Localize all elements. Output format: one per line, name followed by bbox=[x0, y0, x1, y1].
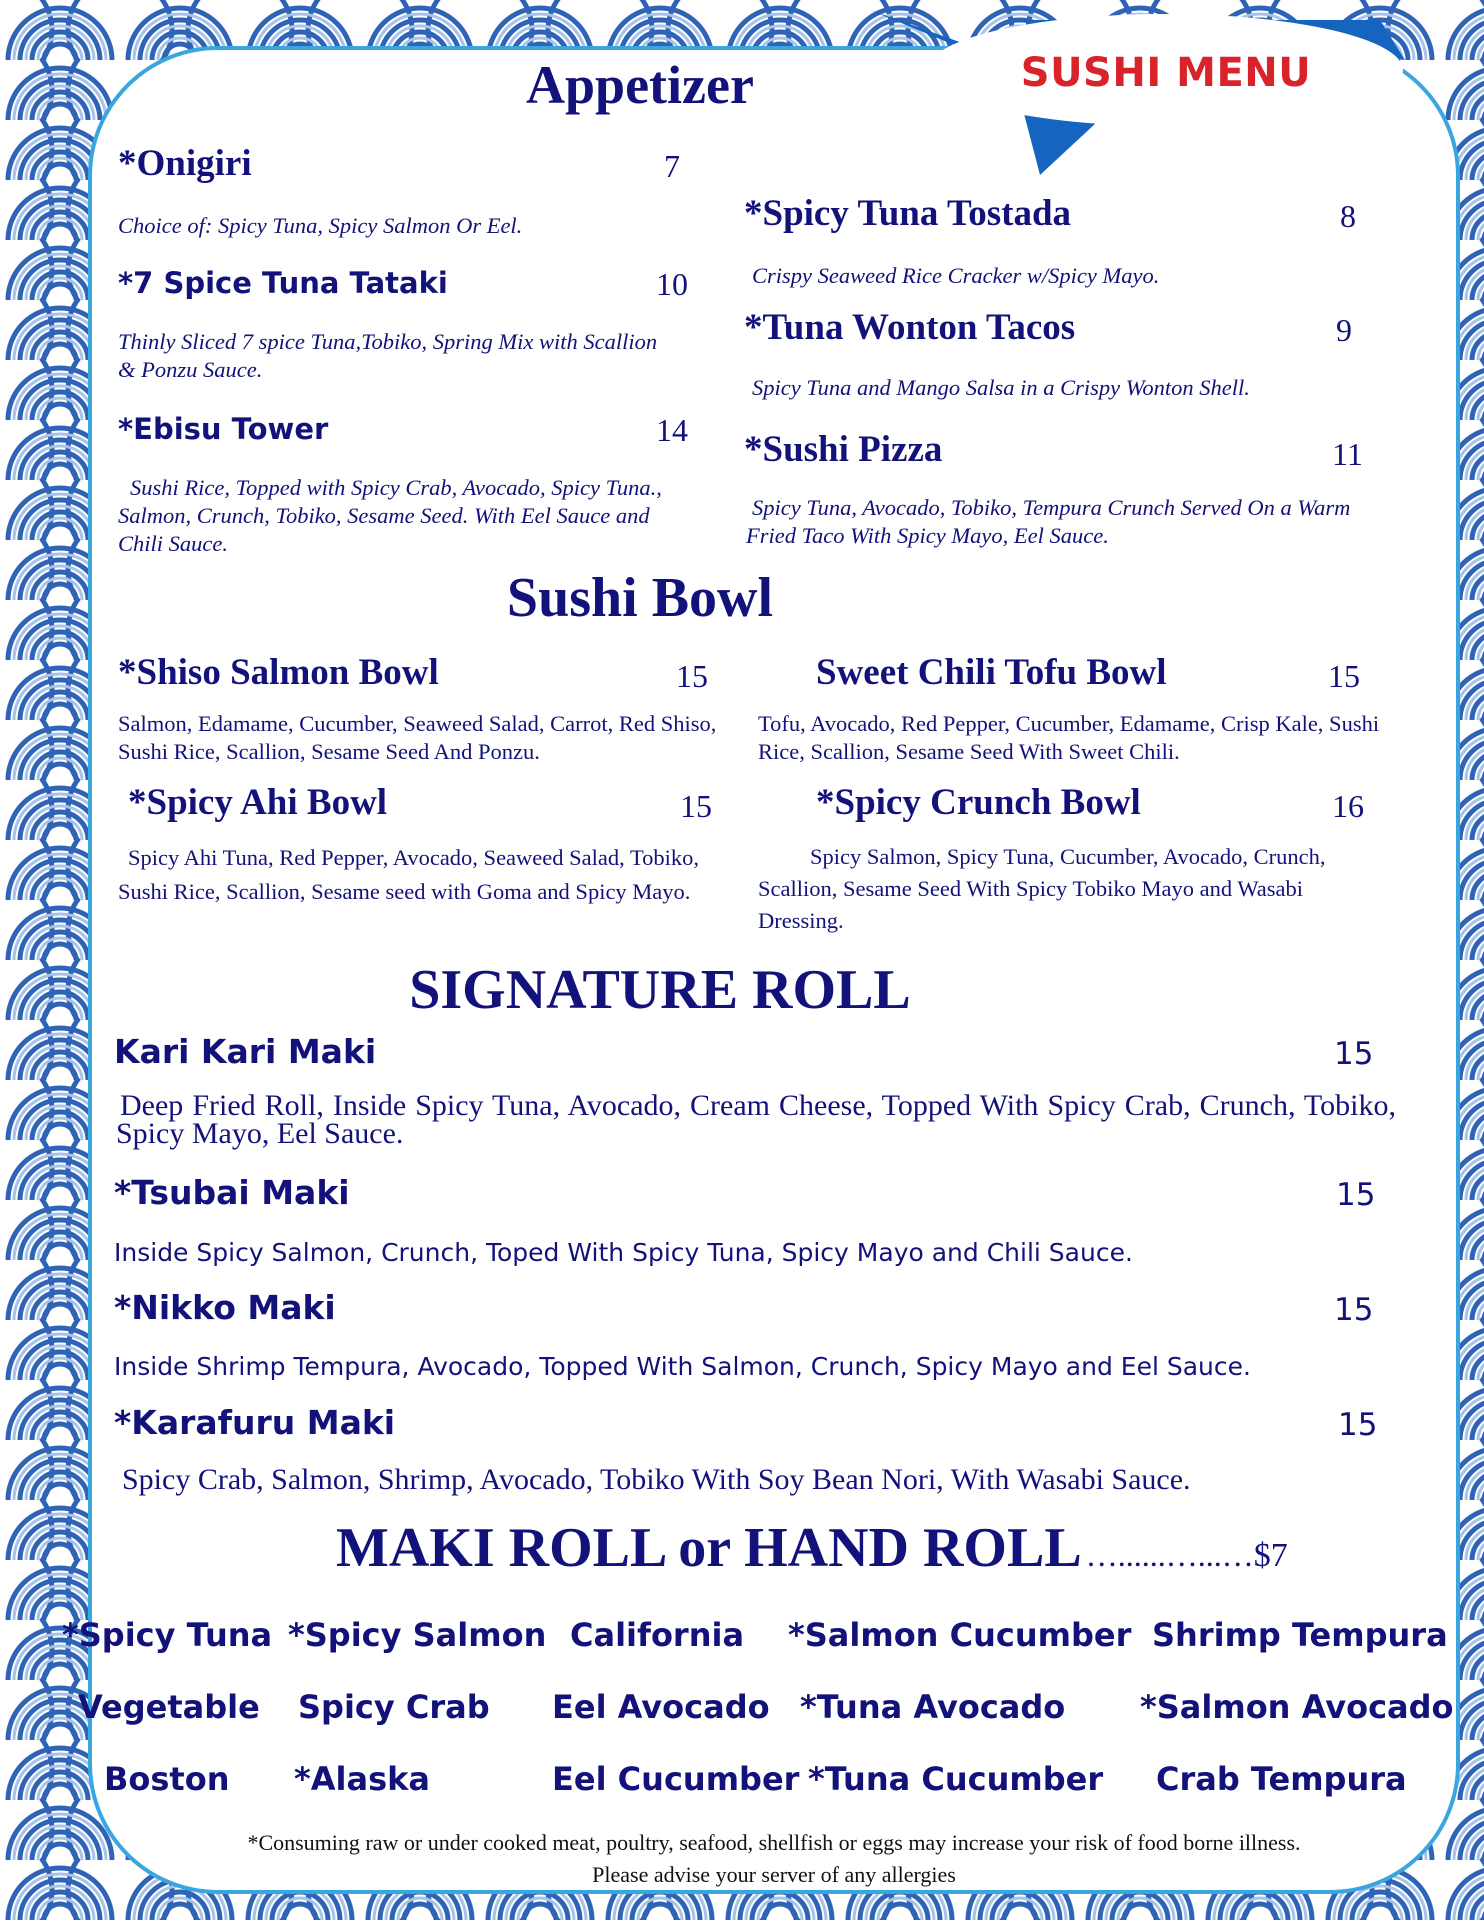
maki-header bbox=[336, 1516, 1288, 1580]
maki-item: Crab Tempura bbox=[1156, 1760, 1407, 1798]
item-price: 9 bbox=[1336, 312, 1352, 348]
item-name: Sweet Chili Tofu Bowl bbox=[816, 652, 1167, 693]
maki-item: *Alaska bbox=[294, 1760, 430, 1798]
maki-item: Shrimp Tempura bbox=[1152, 1616, 1448, 1654]
signature-title: SIGNATURE ROLL bbox=[409, 959, 911, 1021]
item-desc: Crispy Seaweed Rice Cracker w/Spicy Mayo. bbox=[752, 263, 1160, 288]
item-price: 11 bbox=[1332, 436, 1363, 472]
item-desc: Spicy Tuna, Avocado, Tobiko, Tempura Crunch Served On a Warm Fried Taco With Spicy Mayo, Eel Sauce. bbox=[746, 495, 1351, 548]
item-price: 15 bbox=[676, 658, 708, 694]
item-price: 15 bbox=[1334, 1292, 1374, 1328]
item-desc: Sushi Rice, Topped with Spicy Crab, Avocado, Spicy Tuna., Salmon, Crunch, Tobiko, Sesame Seed. With Eel Sauce and Chili Sauce. bbox=[118, 475, 662, 556]
item-desc: Spicy Crab, Salmon, Shrimp, Avocado, Tobiko With Soy Bean Nori, With Wasabi Sauce. bbox=[122, 1463, 1191, 1496]
allergy-disclaimer: *Consuming raw or under cooked meat, poultry, seafood, shellfish or eggs may increase your risk of food borne illness. bbox=[247, 1830, 1301, 1855]
item-price: 7 bbox=[664, 148, 680, 184]
item-price: 10 bbox=[656, 266, 688, 302]
item-price: 15 bbox=[1336, 1177, 1376, 1213]
item-name: *Ebisu Tower bbox=[118, 412, 329, 446]
maki-item: *Spicy Salmon bbox=[288, 1616, 547, 1654]
item-price: 14 bbox=[656, 412, 688, 448]
item-name: *Onigiri bbox=[118, 143, 252, 184]
maki-price: $7 bbox=[1253, 1537, 1288, 1574]
maki-item: *Salmon Cucumber bbox=[788, 1616, 1132, 1654]
item-name: Kari Kari Maki bbox=[114, 1032, 377, 1071]
item-name: *Sushi Pizza bbox=[744, 429, 943, 470]
item-name: *7 Spice Tuna Tataki bbox=[118, 266, 448, 300]
maki-item: Spicy Crab bbox=[298, 1688, 490, 1726]
item-desc: Inside Spicy Salmon, Crunch, Toped With Spicy Tuna, Spicy Mayo and Chili Sauce. bbox=[114, 1238, 1133, 1267]
bowl-title: Sushi Bowl bbox=[506, 567, 774, 629]
item-desc: Choice of: Spicy Tuna, Spicy Salmon Or Eel. bbox=[118, 213, 523, 238]
maki-item: Eel Avocado bbox=[552, 1688, 770, 1726]
item-name: *Karafuru Maki bbox=[114, 1403, 396, 1442]
item-desc: Deep Fried Roll, Inside Spicy Tuna, Avocado, Cream Cheese, Topped With Spicy Crab, Crunch, Tobiko, Spicy Mayo, Eel Sauce. bbox=[116, 1089, 1396, 1150]
maki-item: California bbox=[570, 1616, 745, 1654]
item-price: 15 bbox=[1338, 1407, 1378, 1443]
maki-item: *Salmon Avocado bbox=[1140, 1688, 1454, 1726]
item-name: *Spicy Crunch Bowl bbox=[816, 782, 1141, 823]
maki-item: *Tuna Cucumber bbox=[808, 1760, 1104, 1798]
item-desc: Inside Shrimp Tempura, Avocado, Topped With Salmon, Crunch, Spicy Mayo and Eel Sauce. bbox=[114, 1352, 1251, 1381]
item-name: *Shiso Salmon Bowl bbox=[118, 652, 439, 693]
maki-item: Eel Cucumber bbox=[552, 1760, 800, 1798]
item-name: *Spicy Tuna Tostada bbox=[744, 193, 1072, 234]
item-desc: Spicy Ahi Tuna, Red Pepper, Avocado, Seaweed Salad, Tobiko, Sushi Rice, Scallion, Sesame seed with Goma and Spicy Mayo. bbox=[118, 845, 700, 904]
item-name: *Nikko Maki bbox=[114, 1288, 336, 1327]
banner-title: SUSHI MENU bbox=[1020, 50, 1312, 96]
item-price: 8 bbox=[1340, 198, 1356, 234]
item-price: 15 bbox=[1334, 1036, 1374, 1072]
item-desc: Spicy Salmon, Spicy Tuna, Cucumber, Avocado, Crunch, Scallion, Sesame Seed With Spicy Tobiko Mayo and Wasabi Dressing. bbox=[758, 844, 1326, 933]
maki-title: MAKI ROLL or HAND ROLL bbox=[336, 1517, 1082, 1579]
item-price: 16 bbox=[1332, 788, 1364, 824]
appetizer-title: Appetizer bbox=[526, 55, 754, 115]
maki-item: *Tuna Avocado bbox=[800, 1688, 1066, 1726]
item-name: *Spicy Ahi Bowl bbox=[128, 782, 388, 823]
item-desc: Thinly Sliced 7 spice Tuna,Tobiko, Spring Mix with Scallion & Ponzu Sauce. bbox=[118, 329, 658, 382]
allergy-notice: Please advise your server of any allergies bbox=[592, 1862, 956, 1887]
item-name: *Tsubai Maki bbox=[114, 1173, 350, 1212]
maki-item: Vegetable bbox=[78, 1688, 260, 1726]
maki-item: Boston bbox=[104, 1760, 230, 1798]
maki-item: *Spicy Tuna bbox=[62, 1616, 273, 1654]
item-desc: Salmon, Edamame, Cucumber, Seaweed Salad, Carrot, Red Shiso, Sushi Rice, Scallion, Sesame Seed And Ponzu. bbox=[118, 711, 717, 764]
maki-dots: …......…...… bbox=[1085, 1537, 1254, 1573]
item-price: 15 bbox=[680, 788, 712, 824]
item-name: *Tuna Wonton Tacos bbox=[744, 307, 1076, 348]
item-price: 15 bbox=[1328, 658, 1360, 694]
item-desc: Tofu, Avocado, Red Pepper, Cucumber, Edamame, Crisp Kale, Sushi Rice, Scallion, Sesame Seed With Sweet Chili. bbox=[758, 711, 1380, 764]
item-desc: Spicy Tuna and Mango Salsa in a Crispy Wonton Shell. bbox=[752, 375, 1250, 400]
